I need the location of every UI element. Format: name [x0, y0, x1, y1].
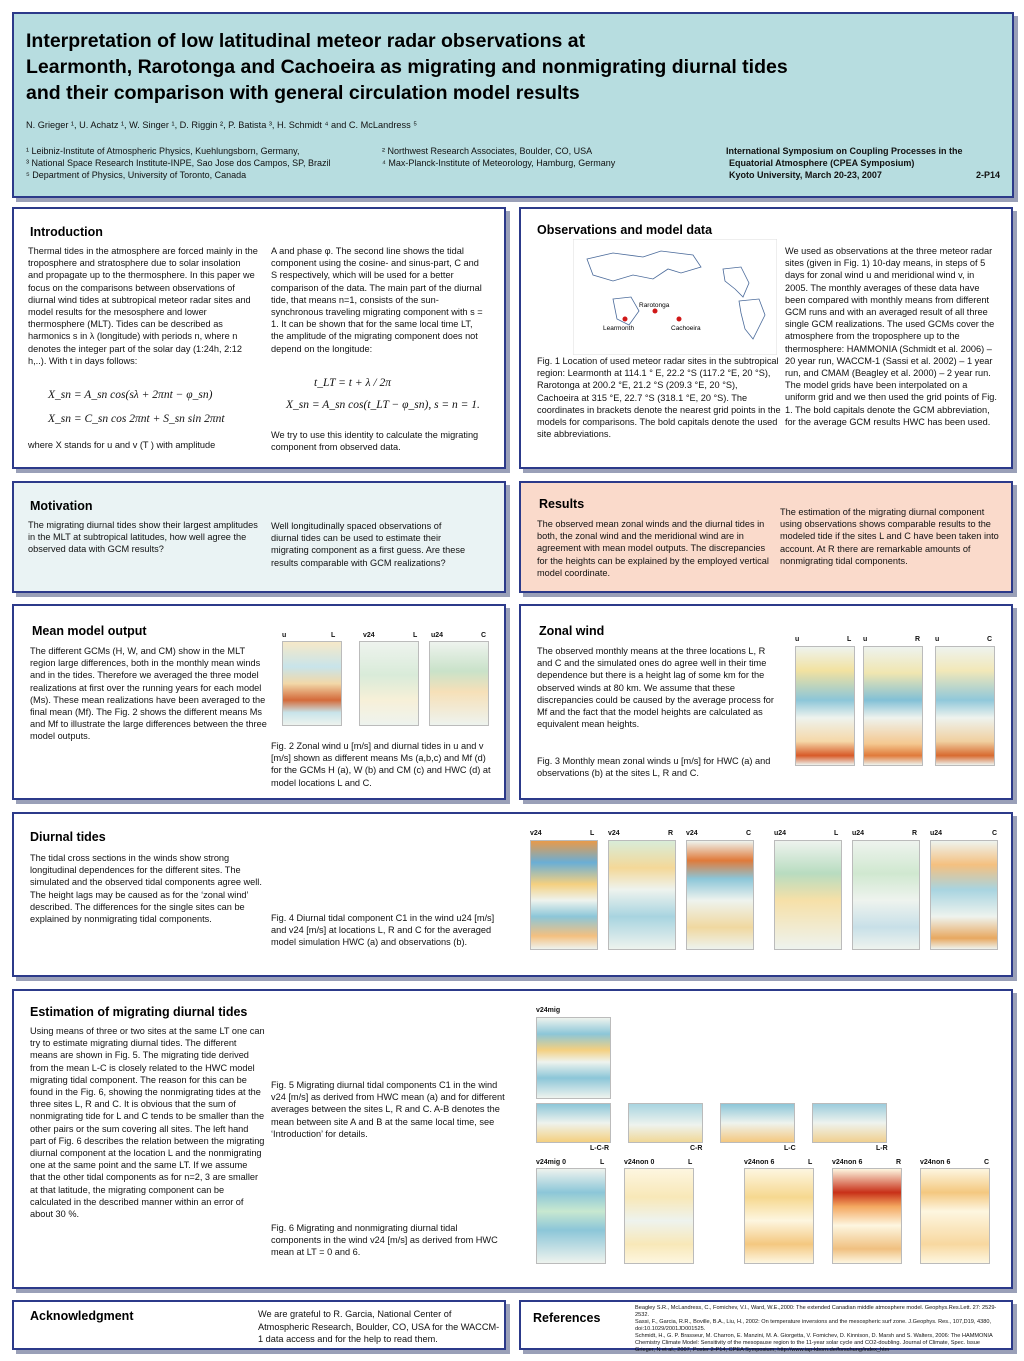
diurnal-tides-panel: [12, 812, 1013, 977]
fig2-plots: u L v24 L u24 C: [279, 632, 497, 732]
fig2-panel-u-L: [282, 641, 342, 726]
reference-4: Grieger, N et al., 2007, Poster 2-P14, CPEA Symposium; http://www.iap-kborn.de/forschung/index_htm: [635, 1347, 890, 1353]
motivation-title: Motivation: [30, 499, 93, 513]
mean-model-panel: [12, 604, 506, 800]
diurnal-tides-text: The tidal cross sections in the winds show strong longitudinal dependences for the different sites. The simulated and the observed tidal components agree well. The height lags may be caused as for the ‘zonal wind’ described. The differences for the single sites can be explained by nonmigrating tidal components.: [30, 853, 262, 925]
fig5-panel-C-R: [628, 1103, 703, 1143]
diurnal-tides-title: Diurnal tides: [30, 830, 106, 844]
fig6-panel-non-6-L: [744, 1168, 814, 1264]
fig2-panel-u24-C: [429, 641, 489, 726]
affiliation-5: ⁵ Department of Physics, University of Toronto, Canada: [26, 170, 247, 180]
references-list: [635, 1305, 1007, 1354]
map-label-cachoeira: Cachoeira: [671, 325, 701, 332]
reference-1: Beagley S.R., McLandress, C., Fomichev, V.I., Ward, W.E.,2000: The extended Canadian middle atmosphere model. Geophys.Res.Lett. 27: 2529-2532.: [635, 1305, 997, 1318]
introduction-text-col2-end: We try to use this identity to calculate the migrating component from observed data.: [271, 430, 479, 453]
introduction-text-col2: A and phase φ. The second line shows the tidal component using the cosine- and sinus-part, C and S respectively, which will be used for a better comparison of the data. The main part of the diurnal tide, that means n=1, consists of the sun-synchronous traveling migrating component with s = 1. It can be shown that for the same local time LT, the amplitude of the migrating component does not depend on the longitude:: [271, 246, 483, 354]
motivation-text-col2: Well longitudinally spaced observations of diurnal tides can be used to estimate their migrating component as a first guess. Are these results comparable with GCM realizations?: [271, 521, 466, 568]
motivation-panel: [12, 481, 506, 593]
fig1-caption: Fig. 1 Location of used meteor radar sites in the subtropical region: Learmonth at 114.1 ° E, 22.2 °S (117.2 °E, 20 °S), Rarotonga at 200.2 °E, 21.2 °S (209.3 °E, 20 °S), Cachoeira at 315 °E, 22.7 °S (318.1 °E, 20 °S). The coordinates in brackets denote the nearest grid points in the models for comparisons. The bold capitals denote the used site abbreviations.: [537, 356, 781, 440]
introduction-text-col1: Thermal tides in the atmosphere are forced mainly in the troposphere and stratosphere due to solar insolation and propagate up to the thermosphere. In this paper we focus on the comparisons between observations of diurnal wind tides at subtropical meteor radar sites and model results for the mesosphere and lower thermosphere (MLT). Tides can be described as harmonics s in λ (longitude) with periods n, where n denotes the integer part of the solar day (1:24h, 2:12 h,..). With t in days follows:: [28, 246, 258, 366]
fig6-panel-non-6-R: [832, 1168, 902, 1264]
fig5-panel-L-C: [720, 1103, 795, 1143]
fig4-caption: Fig. 4 Diurnal tidal component C1 in the wind u24 [m/s] and v24 [m/s] at locations L, R and C for the averaged model simulation HWC (a) and observations (b).: [271, 913, 495, 948]
map-label-learmonth: Learmonth: [603, 325, 635, 332]
fig6-plots: v24mig 0 L v24non 0 L v24non 6 L v24non 6 R v24non 6 C: [534, 1159, 1009, 1279]
fig5-panel-L-R: [812, 1103, 887, 1143]
fig4-plots: v24 L v24 R v24 C u24 L u24 R u24 C: [524, 830, 1006, 972]
affiliation-3: ³ National Space Research Institute-INPE, Sao Jose dos Campos, SP, Brazil: [26, 158, 331, 168]
fig5-plots: v24mig L-C-R C-R L-C L-R: [536, 1007, 888, 1152]
equation-4: X_sn = A_sn cos(t_LT − φ_sn), s = n = 1.: [286, 399, 480, 411]
observations-panel: [519, 207, 1013, 469]
site-map: [573, 239, 777, 355]
fig3-panel-u-C: [935, 646, 995, 766]
zonal-wind-title: Zonal wind: [539, 624, 605, 638]
zonal-wind-panel: [519, 604, 1013, 800]
fig2-panel-v24-L: [359, 641, 419, 726]
fig6-caption: Fig. 6 Migrating and nonmigrating diurnal tidal components in the wind v24 [m/s] as derived from HWC mean at LT = 0 and 6.: [271, 1223, 498, 1258]
mean-model-text: The different GCMs (H, W, and CM) show in the MLT region large differences, both in the monthly mean winds and in the tides. Therefore we averaged the three model realizations at first over the running years for each model (Ms). These mean realizations have been averaged to the final mean (Mf). The Fig. 2 shows the different means Ms and Mf to illustrate the large differences between the three model outputs.: [30, 646, 267, 742]
mean-model-title: Mean model output: [32, 624, 147, 638]
poster-title: Interpretation of low latitudinal meteor radar observations at Learmonth, Rarotonga and Cachoeira as migrating and nonmigrating diurnal tides and their comparison with general circulation model results: [26, 30, 788, 104]
introduction-panel: [12, 207, 506, 469]
fig5-caption: Fig. 5 Migrating diurnal tidal components C1 in the wind v24 [m/s] as derived from HWC mean (a) and for different averages between the sites L, R and C. A-B denotes the mean between site A and B at the same local time, see ‘Introduction’ for details.: [271, 1080, 505, 1139]
fig6-panel-non-6-C: [920, 1168, 990, 1264]
results-text-col2: The estimation of the migrating diurnal component using observations shows comparable results to the modeled tide if the sites L and C have been taken into account. At R there are remarkable amounts of nonmigrating tidal components.: [780, 507, 999, 566]
references-panel: [519, 1300, 1013, 1353]
fig3-panel-u-R: [863, 646, 923, 766]
reference-2: Sassi, F., Garcia, R.R., Boville, B.A., Liu, H., 2002: On temperature inversions and the mesospheric surf zone. J.Geophys. Res., 107,D19, 4380, doi:10.1029/2001JD001525.: [635, 1319, 991, 1332]
map-label-rarotonga: Rarotonga: [639, 302, 670, 309]
poster-id: 2-P14: [975, 170, 1000, 180]
fig6-panel-non-0-L: [624, 1168, 694, 1264]
site-cachoeira-marker: [677, 317, 682, 322]
results-text-col1: The observed mean zonal winds and the diurnal tides in both, the zonal wind and the meridional wind are in agreement with mean model outputs. The discrepancies for the heights can be explained by the employed vertical model coordinate.: [537, 519, 769, 578]
fig6-panel-mig-0-L: [536, 1168, 606, 1264]
acknowledgment-text: We are grateful to R. Garcia, National Center of Atmospheric Research, Boulder, CO, USA for the WACCM-1 data access and for the help to read them.: [258, 1309, 500, 1344]
affiliation-4: ⁴ Max-Planck-Institute of Meteorology, Hamburg, Germany: [382, 158, 616, 168]
fig4-panel-u24-R: [852, 840, 920, 950]
fig4-panel-u24-L: [774, 840, 842, 950]
observations-text: We used as observations at the three meteor radar sites (given in Fig. 1) 10-day means, in steps of 5 days for zonal wind u and meridional wind v, in 2005. The monthly averages of these data have been compared with monthly means from different GCM runs and with an averaged result of all three single GCM realizations. The used GCMs cover the atmosphere from the troposphere up to the thermosphere: HAMMONIA (Schmidt et al. 2006) – 20 year run, WACCM-1 (Sassi et al. 2002) – 1 year run, and CMAM (Beagley et al. 2000) – 2 year run. The model grids have been interpolated on a uniform grid and we then used the grid points of Fig. 1. The bold capitals denote the GCM abbreviation, for the average GCM results HWC has been used.: [785, 246, 997, 427]
affiliation-2: ² Northwest Research Associates, Boulder, CO, USA: [382, 146, 593, 156]
site-learmonth-marker: [623, 317, 628, 322]
introduction-text-col1-end: where X stands for u and v (T ) with amplitude: [28, 440, 216, 450]
equation-2: X_sn = C_sn cos 2πnt + S_sn sin 2πnt: [48, 413, 225, 425]
fig3-panel-u-L: [795, 646, 855, 766]
acknowledgment-panel: [12, 1300, 506, 1350]
estimation-panel: [12, 989, 1013, 1289]
affiliation-1: ¹ Leibniz-Institute of Atmospheric Physics, Kuehlungsborn, Germany,: [26, 146, 300, 156]
fig4-panel-v24-C: [686, 840, 754, 950]
fig3-plots: u L u R u C: [791, 636, 1006, 786]
fig4-panel-v24-L: [530, 840, 598, 950]
fig2-caption: Fig. 2 Zonal wind u [m/s] and diurnal tides in u and v [m/s] shown as different means Ms (a,b,c) and Mf (d) for the GCMs H (a), W (b) and CM (c) and HWC (d) at model locations L and C.: [271, 741, 491, 788]
introduction-title: Introduction: [30, 225, 103, 239]
fig4-panel-v24-R: [608, 840, 676, 950]
fig4-panel-u24-C: [930, 840, 998, 950]
conference-info: International Symposium on Coupling Processes in the Equatorial Atmosphere (CPEA Symposium) Kyoto University, March 20-23, 2007 2-P14: [726, 146, 1000, 180]
references-title: References: [533, 1311, 601, 1325]
reference-3: Schmidt, H., G. P. Brasseur, M. Charron, E. Manzini, M. A. Giorgetta, V. Fomichev, D. Kinnison, D. Marsh and S. Walters, 2006: The HAMMONIA Chemistry Climate Model: Sensitivity of the mesopause region to the 11-year solar cycle and CO2-doubling. Journal of Climate, Spec. Issue: [635, 1333, 993, 1346]
equation-3: t_LT = t + λ / 2π: [314, 377, 391, 389]
fig5-panel-L-C-R: [536, 1103, 611, 1143]
poster-header: [12, 12, 1014, 198]
zonal-wind-text: The observed monthly means at the three locations L, R and C and the simulated ones do agree well in their time dependence but there is a height lag of some km for the observed winds at 80 km. We assume that these discrepancies could be caused by the average process for Mf and the fact that the model heights are calculated as equivalent mean heights.: [537, 646, 774, 730]
equation-1: X_sn = A_sn cos(sλ + 2πnt − φ_sn): [48, 389, 213, 401]
fig3-caption: Fig. 3 Monthly mean zonal winds u [m/s] for HWC (a) and observations (b) at the sites L, R and C.: [537, 756, 771, 779]
results-title: Results: [539, 497, 585, 511]
authors: N. Grieger ¹, U. Achatz ¹, W. Singer ¹, D. Riggin ², P. Batista ³, H. Schmidt ⁴ and C. McLandress ⁵: [26, 120, 418, 130]
site-rarotonga-marker: [653, 309, 658, 314]
fig5-panel-hwc: [536, 1017, 611, 1099]
observations-title: Observations and model data: [537, 223, 713, 237]
estimation-title: Estimation of migrating diurnal tides: [30, 1005, 248, 1019]
motivation-text-col1: The migrating diurnal tides show their largest amplitudes in the MLT at subtropical latitudes, how well agree the observed data with GCM results?: [28, 520, 258, 555]
estimation-text: Using means of three or two sites at the same LT one can try to estimate migrating diurnal tides. The different means are shown in Fig. 5. The migrating tide derived from the mean L-C is closely related to the HWC model migrating tidal component. The reason for this can be found in the Fig. 6, showing the nonmigrating tides at the three sites L, R and C. It is obvious that the sum of nonmigrating tide for L and C tends to be smaller than the other pairs or the sum covering all sites. The left hand part of Fig. 6 describes the relation between the migrating diurnal component at the location L and the nonmigrating one at the same point and the same LT. If we assume that the other tidal components as for n=2, 3 are smaller at that latitude, the migrating component can be calculated in the described manner within an error of about 30 %.: [30, 1026, 265, 1220]
results-panel: [519, 481, 1013, 593]
acknowledgment-title: Acknowledgment: [30, 1309, 134, 1323]
